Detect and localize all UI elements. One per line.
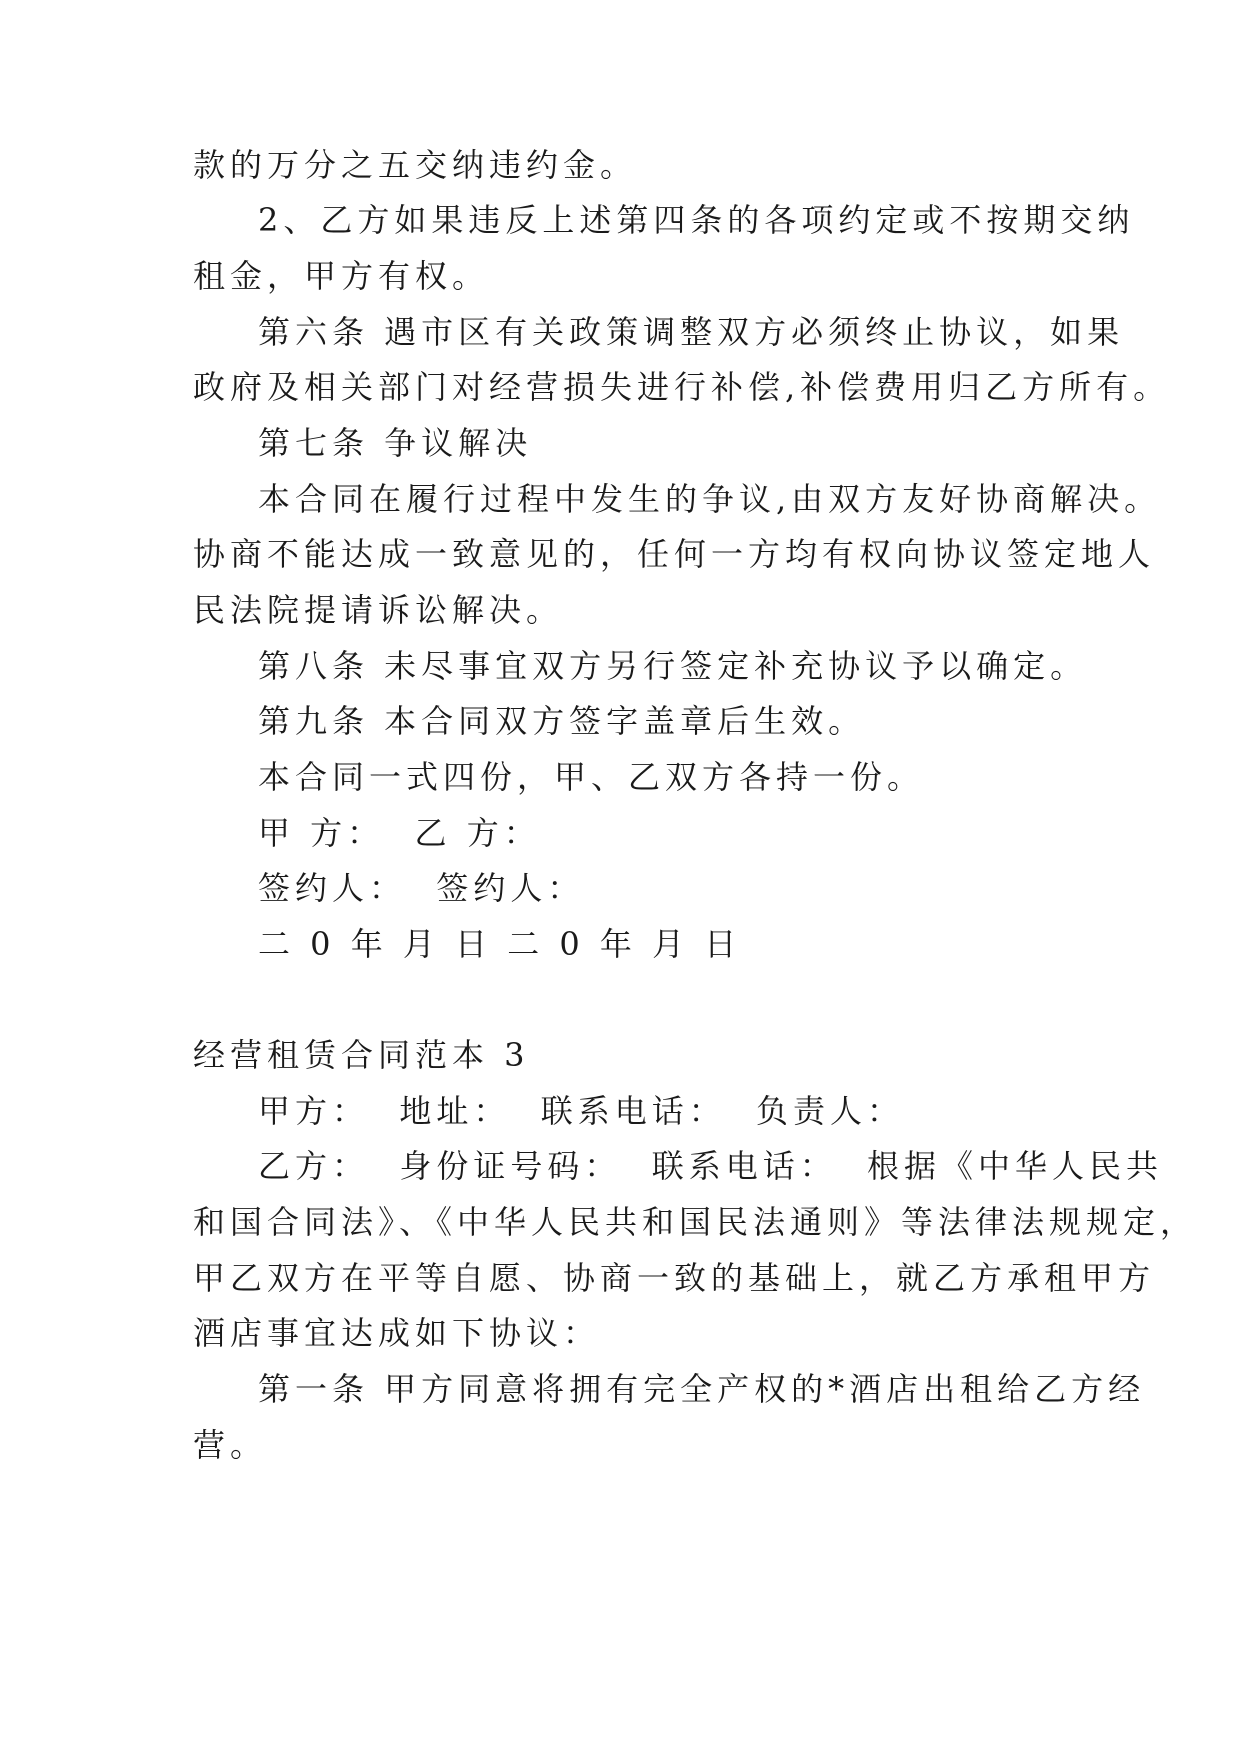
- text-line: 酒店事宜达成如下协议：: [193, 1314, 601, 1352]
- signatory-line: 签约人： 签约人：: [258, 869, 585, 907]
- text-line: 第六条 遇市区有关政策调整双方必须终止协议，如果: [258, 313, 1125, 351]
- text-line: 第九条 本合同双方签字盖章后生效。: [258, 702, 866, 740]
- text-line: 协商不能达成一致意见的，任何一方均有权向协议签定地人: [193, 535, 1156, 573]
- text-line: 第一条 甲方同意将拥有完全产权的*酒店出租给乙方经: [258, 1370, 1146, 1408]
- text-line: 本合同一式四份，甲、乙双方各持一份。: [258, 758, 925, 796]
- text-line: 甲方： 地址： 联系电话： 负责人：: [258, 1092, 905, 1130]
- text-line: 第八条 未尽事宜双方另行签定补充协议予以确定。: [258, 647, 1088, 685]
- text-line: 款的万分之五交纳违约金。: [193, 146, 638, 184]
- document-title: 经营租赁合同范本 3: [193, 1036, 530, 1074]
- date-line: 二 0 年 月 日 二 0 年 月 日: [258, 925, 742, 963]
- text-line: 和国合同法》、《中华人民共和国民法通则》等法律法规规定，: [193, 1203, 1198, 1241]
- text-line: 本合同在履行过程中发生的争议,由双方友好协商解决。: [258, 480, 1162, 518]
- text-line: 民法院提请诉讼解决。: [193, 591, 564, 629]
- section-heading: 第七条 争议解决: [258, 424, 533, 462]
- text-line: 政府及相关部门对经营损失进行补偿,补偿费用归乙方所有。: [193, 368, 1171, 406]
- text-line: 营。: [193, 1426, 268, 1464]
- text-line: 甲乙双方在平等自愿、协商一致的基础上，就乙方承租甲方: [193, 1259, 1156, 1297]
- party-label-line: 甲 方： 乙 方：: [258, 814, 541, 852]
- text-line: 2、乙方如果违反上述第四条的各项约定或不按期交纳: [258, 201, 1135, 239]
- text-line: 租金，甲方有权。: [193, 257, 490, 295]
- text-line: 乙方： 身份证号码： 联系电话： 根据《中华人民共: [258, 1147, 1164, 1185]
